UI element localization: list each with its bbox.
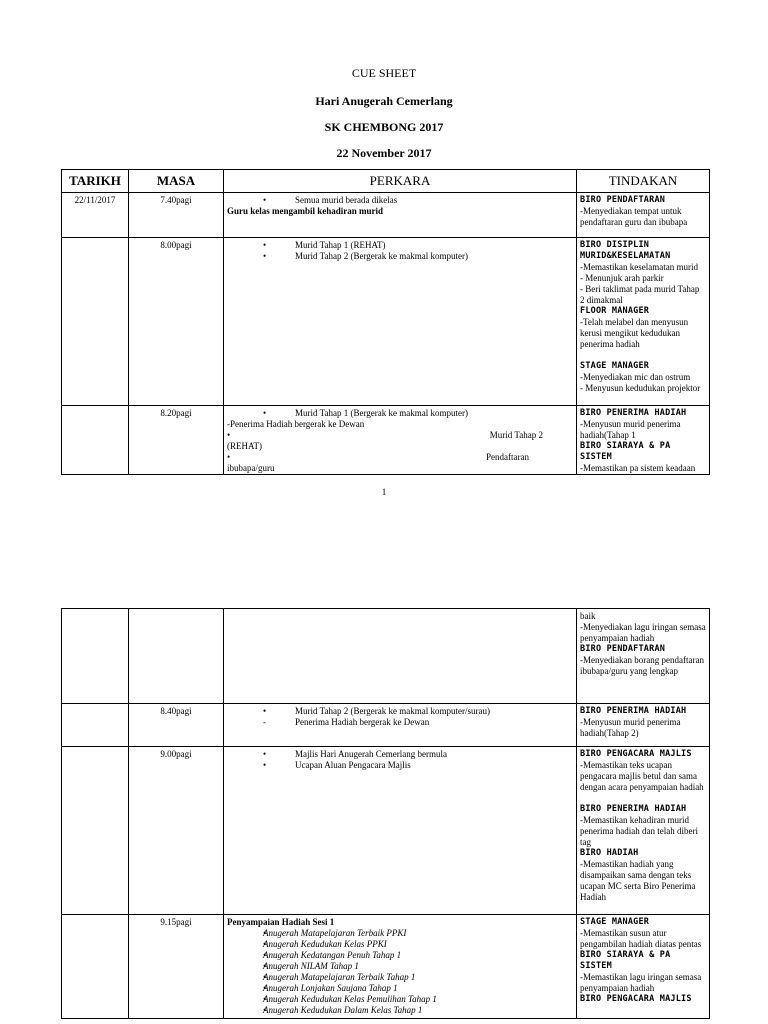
perkara-text: Pendaftaran [486, 452, 529, 462]
table-row [62, 406, 710, 475]
school-title: SK CHEMBONG 2017 [324, 120, 444, 134]
tindakan-cell [577, 609, 710, 704]
biro-heading: BIRO PENERIMA HADIAH [580, 804, 687, 814]
table-header-row [62, 170, 710, 193]
bullet-item: • Semua murid berada dikelas [227, 195, 573, 206]
masa-cell: 8.00pagi [129, 238, 224, 406]
tindakan-cell [577, 704, 710, 747]
header-masa: MASA [129, 170, 224, 193]
biro-heading: BIRO PENDAFTARAN [580, 195, 666, 205]
biro-heading: BIRO HADIAH [580, 848, 639, 858]
tindakan-cell [577, 238, 710, 406]
bullet-item: • Anugerah Matapelajaran Terbaik Tahap 1 [227, 972, 573, 983]
header-tarikh: TARIKH [62, 170, 129, 193]
bullet-item: • Murid Tahap 1 (Bergerak ke makmal komputer) [227, 408, 573, 419]
perkara-cell [224, 406, 577, 475]
tindakan-text: -Menyusun murid penerima hadiah(Tahap 2) [580, 717, 681, 738]
biro-heading: BIRO PENGACARA MAJLIS [580, 994, 692, 1004]
table-row [62, 915, 710, 1019]
tindakan-text: -Memastikan keselamatan murid [580, 262, 698, 272]
perkara-text: ibubapa/guru [227, 463, 275, 473]
bullet-item: • Anugerah Kedudukan Kelas PPKI [227, 939, 573, 950]
tarikh-cell [62, 747, 129, 915]
tarikh-cell [62, 609, 129, 704]
biro-heading: BIRO SIARAYA & PA SISTEM [580, 441, 671, 462]
tindakan-text: baik [580, 611, 596, 621]
cue-sheet-title: CUE SHEET [351, 66, 417, 80]
role-heading: STAGE MANAGER [580, 361, 650, 371]
page-number: 1 [381, 487, 387, 497]
tindakan-cell [577, 406, 710, 475]
role-heading: FLOOR MANAGER [580, 306, 650, 316]
header-perkara: PERKARA [224, 170, 577, 193]
tindakan-text: -Menyediakan mic dan ostrum [580, 372, 691, 382]
masa-cell: 8.20pagi [129, 406, 224, 475]
table-row [62, 704, 710, 747]
bullet-item: • Ucapan Aluan Pengacara Majlis [227, 760, 573, 771]
event-date: 22 November 2017 [336, 146, 432, 160]
masa-cell: 9.15pagi [129, 915, 224, 1019]
perkara-text: Guru kelas mengambil kehadiran murid [227, 206, 384, 216]
bullet-item: • Anugerah Matapelajaran Terbaik PPKI [227, 928, 573, 939]
perkara-cell [224, 704, 577, 747]
masa-cell: 8.40pagi [129, 704, 224, 747]
biro-heading: BIRO PENERIMA HADIAH [580, 706, 687, 716]
bullet-item: • Murid Tahap 1 (REHAT) [227, 240, 573, 251]
bullet-item: • Majlis Hari Anugerah Cemerlang bermula [227, 749, 573, 760]
perkara-cell [224, 609, 577, 704]
tindakan-text: - Menyusun kedudukan projektor [580, 383, 701, 393]
tindakan-cell [577, 747, 710, 915]
bullet-item: • Murid Tahap 2 (Bergerak ke makmal komputer) [227, 251, 573, 262]
tindakan-cell [577, 193, 710, 238]
tarikh-cell [62, 406, 129, 475]
biro-heading: BIRO PENGACARA MAJLIS [580, 749, 692, 759]
biro-heading: BIRO DISIPLIN MURID&KESELAMATAN [580, 240, 671, 261]
cue-table-page1 [61, 169, 710, 475]
role-heading: STAGE MANAGER [580, 917, 650, 927]
bullet-item: • Anugerah NILAM Tahap 1 [227, 961, 573, 972]
cue-table-page2 [61, 608, 710, 1019]
tindakan-text: -Memastikan teks ucapan pengacara majlis betul dan sama dengan acara penyampaian hadiah [580, 760, 704, 792]
perkara-cell [224, 747, 577, 915]
tindakan-text: -Memastikan kehadiran murid penerima hadiah dan telah diberi tag [580, 815, 698, 847]
tindakan-text: -Menyediakan borang pendaftaran ibubapa/guru yang lengkap [580, 655, 704, 676]
perkara-text: Murid Tahap 2 [489, 430, 543, 440]
tindakan-text: -Memastikan hadiah yang disampaikan sama dengan teks ucapan MC serta Biro Penerima Hadiah [580, 859, 696, 902]
tindakan-text: -Menyusun murid penerima hadiah(Tahap 1 [580, 419, 681, 440]
tarikh-cell [62, 704, 129, 747]
masa-cell: 7.40pagi [129, 193, 224, 238]
dash-item: - Penerima Hadiah bergerak ke Dewan [227, 717, 573, 728]
tarikh-cell [62, 915, 129, 1019]
table-row [62, 747, 710, 915]
tindakan-text: -Memastikan lagu iringan semasa penyampaian hadiah [580, 972, 702, 993]
tindakan-text: -Menyediakan tempat untuk pendaftaran guru dan ibubapa [580, 206, 688, 227]
biro-heading: BIRO PENDAFTARAN [580, 644, 666, 654]
bullet-item: • Murid Tahap 2 (Bergerak ke makmal komputer/surau) [227, 706, 573, 717]
tindakan-text: -Memastikan susun atur pengambilan hadiah diatas pentas [580, 928, 702, 949]
perkara-text: -Penerima Hadiah bergerak ke Dewan [227, 419, 365, 429]
tindakan-text: - Menunjuk arah parkir [580, 273, 664, 283]
table-row [62, 193, 710, 238]
tindakan-cell [577, 915, 710, 1019]
table-row [62, 238, 710, 406]
bullet-marker: • [227, 452, 231, 462]
bullet-item: • Anugerah Kedatangan Penuh Tahap 1 [227, 950, 573, 961]
tindakan-text: -Menyediakan lagu iringan semasa penyampaian hadiah [580, 622, 706, 643]
biro-heading: BIRO PENERIMA HADIAH [580, 408, 687, 418]
perkara-text: (REHAT) [227, 441, 262, 451]
tindakan-text: -Memastikan pa sistem keadaan [580, 463, 696, 473]
bullet-marker: • [227, 430, 231, 440]
tarikh-cell [62, 238, 129, 406]
tindakan-text: - Beri taklimat pada murid Tahap 2 dimakmal [580, 284, 700, 305]
bullet-item: • Anugerah Lonjakan Saujana Tahap 1 [227, 983, 573, 994]
session-heading: Penyampaian Hadiah Sesi 1 [227, 917, 335, 927]
masa-cell: 9.00pagi [129, 747, 224, 915]
perkara-cell [224, 193, 577, 238]
bullet-item: • Anugerah Kedudukan Kelas Pemulihan Tahap 1 [227, 994, 573, 1005]
event-title: Hari Anugerah Cemerlang [315, 94, 453, 108]
table-row [62, 609, 710, 704]
bullet-item: • Anugerah Kedudukan Dalam Kelas Tahap 1 [227, 1005, 573, 1016]
tindakan-text: -Telah melabel dan menyusun kerusi mengikut kedudukan penerima hadiah [580, 317, 689, 349]
tarikh-cell: 22/11/2017 [62, 193, 129, 238]
header-tindakan: TINDAKAN [577, 170, 710, 193]
masa-cell [129, 609, 224, 704]
perkara-cell [224, 238, 577, 406]
biro-heading: BIRO SIARAYA & PA SISTEM [580, 950, 671, 971]
perkara-cell [224, 915, 577, 1019]
